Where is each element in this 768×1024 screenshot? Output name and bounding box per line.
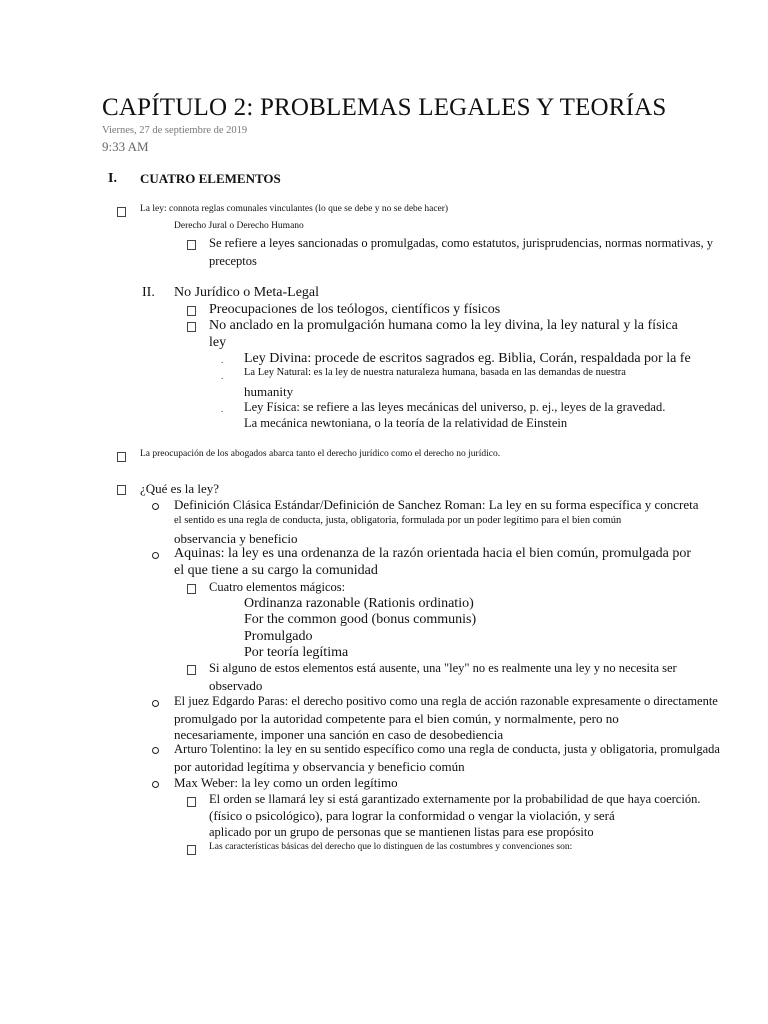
- bullet-dot-icon: .: [221, 404, 224, 414]
- checkbox-icon[interactable]: [187, 322, 196, 332]
- checkbox-icon[interactable]: [117, 485, 126, 495]
- checkbox-icon[interactable]: [117, 207, 126, 217]
- list-item: La mecánica newtoniana, o la teoría de la relatividad de Einstein: [244, 416, 568, 430]
- list-item: Definición Clásica Estándar/Definición de Sanchez Roman: La ley en su forma específica y concreta: [174, 497, 699, 512]
- list-item: Arturo Tolentino: la ley en su sentido específico como una regla de conducta, justa y obligatoria, promulgada: [174, 742, 720, 756]
- section-heading-2: No Jurídico o Meta-Legal: [174, 285, 320, 300]
- list-item: La preocupación de los abogados abarca tanto el derecho jurídico como el derecho no jurídico.: [140, 449, 501, 459]
- list-item: No anclado en la promulgación humana como la ley divina, la ley natural y la física: [209, 318, 678, 333]
- circle-bullet-icon: [152, 781, 159, 788]
- list-item: promulgado por la autoridad competente para el bien común, y normalmente, pero no: [174, 711, 619, 726]
- list-item: el sentido es una regla de conducta, justa, obligatoria, formulada por un poder legítimo para el bien común: [174, 515, 622, 526]
- note-time: 9:33 AM: [102, 139, 149, 154]
- section-numeral-2: II.: [142, 285, 155, 300]
- checkbox-icon[interactable]: [187, 306, 196, 316]
- section-numeral-1: I.: [108, 171, 117, 186]
- list-item: Ordinanza razonable (Rationis ordinatio): [244, 596, 474, 611]
- checkbox-icon[interactable]: [117, 452, 126, 462]
- list-item: aplicado por un grupo de personas que se mantienen listas para ese propósito: [209, 825, 594, 839]
- list-item: observado: [209, 678, 263, 693]
- circle-bullet-icon: [152, 552, 159, 559]
- list-item: Cuatro elementos mágicos:: [209, 580, 346, 594]
- list-item: For the common good (bonus communis): [244, 612, 477, 627]
- page-title: CAPÍTULO 2: PROBLEMAS LEGALES Y TEORÍAS: [102, 94, 667, 121]
- checkbox-icon[interactable]: [187, 665, 196, 675]
- list-item: necesariamente, imponer una sanción en caso de desobediencia: [174, 727, 504, 742]
- list-item: El juez Edgardo Paras: el derecho positivo como una regla de acción razonable expresamente o directamente: [174, 694, 718, 708]
- circle-bullet-icon: [152, 700, 159, 707]
- list-item: Derecho Jural o Derecho Humano: [174, 221, 304, 231]
- list-item: humanity: [244, 384, 294, 399]
- list-item: observancia y beneficio: [174, 531, 298, 546]
- list-item: Las características básicas del derecho que lo distinguen de las costumbres y convenciones son:: [209, 842, 573, 852]
- checkbox-icon[interactable]: [187, 797, 196, 807]
- bullet-dot-icon: .: [221, 355, 224, 365]
- list-item: La Ley Natural: es la ley de nuestra naturaleza humana, basada en las demandas de nuestra: [244, 367, 626, 378]
- list-item: Promulgado: [244, 629, 313, 644]
- circle-bullet-icon: [152, 503, 159, 510]
- list-item: Ley Física: se refiere a las leyes mecánicas del universo, p. ej., leyes de la gravedad.: [244, 400, 666, 414]
- bullet-dot-icon: .: [221, 371, 224, 381]
- list-item: Preocupaciones de los teólogos, científicos y físicos: [209, 302, 501, 317]
- list-item: (físico o psicológico), para lograr la conformidad o vengar la violación, y será: [209, 808, 615, 823]
- list-item: Max Weber: la ley como un orden legítimo: [174, 775, 398, 790]
- list-item: el que tiene a su cargo la comunidad: [174, 563, 378, 578]
- list-item: preceptos: [209, 254, 257, 268]
- list-item: por autoridad legítima y observancia y beneficio común: [174, 759, 465, 774]
- list-item: Aquinas: la ley es una ordenanza de la razón orientada hacia el bien común, promulgada por: [174, 546, 692, 561]
- note-date: Viernes, 27 de septiembre de 2019: [102, 125, 248, 136]
- checkbox-icon[interactable]: [187, 584, 196, 594]
- list-item: Ley Divina: procede de escritos sagrados eg. Biblia, Corán, respaldada por la fe: [244, 351, 691, 366]
- list-item: El orden se llamará ley si está garantizado externamente por la probabilidad de que haya coerción.: [209, 792, 701, 806]
- list-item: ¿Qué es la ley?: [140, 481, 220, 496]
- list-item: Por teoría legítima: [244, 645, 349, 660]
- list-item: La ley: connota reglas comunales vinculantes (lo que se debe y no se debe hacer): [140, 204, 449, 214]
- list-item: Se refiere a leyes sancionadas o promulgadas, como estatutos, jurisprudencias, normas normativas, y: [209, 236, 714, 250]
- checkbox-icon[interactable]: [187, 240, 196, 250]
- list-item: Si alguno de estos elementos está ausente, una "ley" no es realmente una ley y no necesita ser: [209, 661, 677, 675]
- list-item: ley: [209, 335, 227, 350]
- checkbox-icon[interactable]: [187, 845, 196, 855]
- section-heading-1: CUATRO ELEMENTOS: [140, 171, 281, 186]
- circle-bullet-icon: [152, 747, 159, 754]
